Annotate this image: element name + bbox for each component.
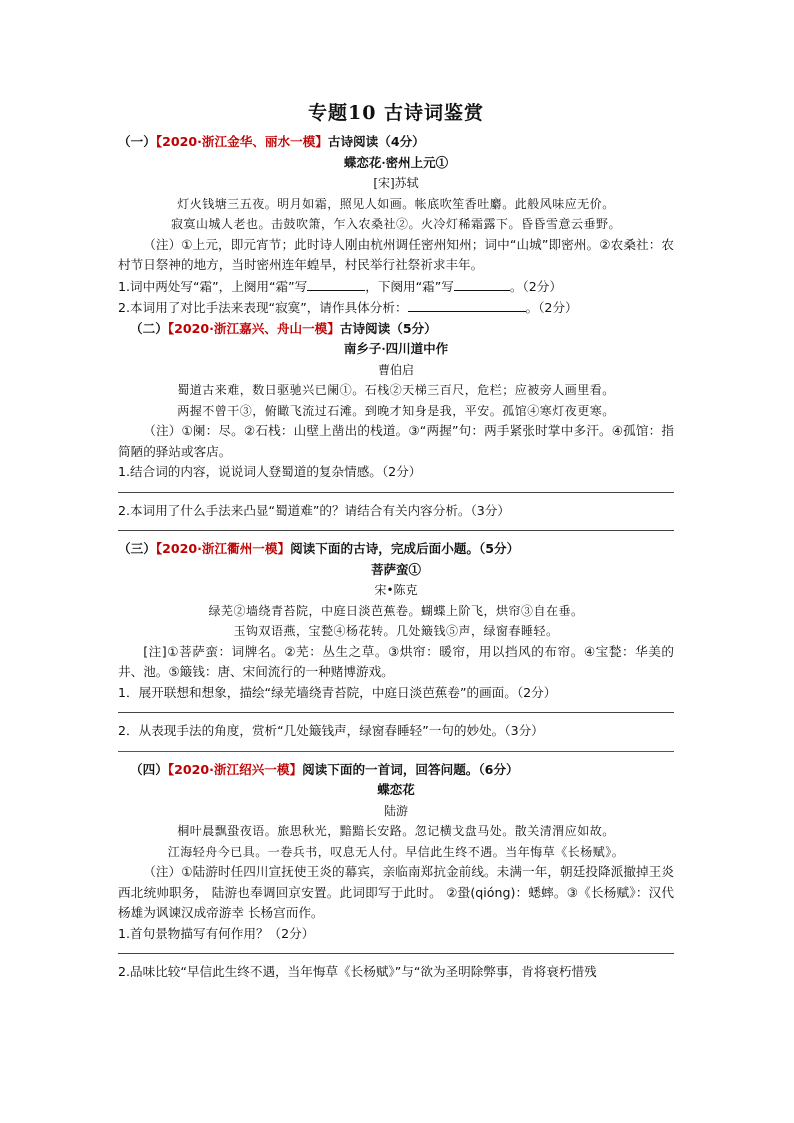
answer-blank[interactable]	[454, 276, 510, 291]
section-4-poem-line-1: 桐叶晨飘蛩夜语。旅思秋光，黯黯长安路。忽记横戈盘马处。散关清渭应如故。	[177, 824, 615, 838]
section-2-poem-line-1: 蜀道古来难，数日驱驰兴已阑①。石栈②天梯三百尺，危栏；应被旁人画里看。	[177, 383, 615, 397]
section-1-question-2	[118, 297, 674, 319]
section-1-heading	[118, 132, 674, 153]
section-1-question-1	[118, 276, 674, 298]
question-text: 2.本词用了对比手法来表现“寂寞”，请作具体分析：	[118, 300, 408, 315]
section-4-label: 阅读下面的一首词，回答问题。（6分）	[302, 761, 519, 777]
question-text: 。（2分）	[509, 278, 562, 294]
section-4-poem-title: 蝶恋花	[377, 782, 415, 797]
section-2-question-2: 2.本词用了什么手法来凸显“蜀道难”的？请结合有关内容分析。（3分）	[118, 502, 510, 518]
answer-blank[interactable]	[307, 276, 365, 291]
section-4-poem-author: 陆游	[383, 803, 408, 818]
section-2-number: （二）	[130, 320, 168, 336]
section-2-label: 古诗阅读（5分）	[339, 320, 437, 336]
answer-line[interactable]	[118, 751, 674, 752]
section-1-number: （一）	[118, 134, 156, 149]
section-3-number: （三）	[118, 541, 156, 556]
section-3-poem-author: 宋•陈克	[374, 583, 418, 597]
section-1-poem-title: 蝶恋花·密州上元①	[343, 154, 449, 170]
question-text: 。（2分）	[525, 300, 578, 315]
section-3-poem-title: 菩萨蛮①	[370, 561, 421, 577]
section-3-poem-line-1: 绿芜②墙绕青苔院，中庭日淡芭蕉卷。蝴蝶上阶飞，烘帘③自在垂。	[208, 603, 584, 618]
section-2-poem-line-2: 两握不曾干③，俯瞰飞流过石滩。到晚才知身是我，平安。孤馆④寒灯夜更寒。	[177, 403, 615, 418]
section-3-label: 阅读下面的古诗，完成后面小题。（5分）	[290, 541, 520, 556]
section-4-heading	[118, 760, 674, 781]
section-1-poem-line-2: 寂寞山城人老也。击鼓吹箫，乍入农桑社②。火冷灯稀霜露下。昏昏雪意云垂野。	[170, 217, 621, 231]
question-text: 1.词中两处写“霜”，上阕用“霜”写	[118, 278, 308, 294]
section-4-question-1: 1.首句景物描写有何作用？（2分）	[118, 925, 315, 941]
section-4-number: （四）	[130, 761, 168, 777]
section-2-question-1: 1.结合词的内容，说说词人登蜀道的复杂情感。（2分）	[118, 464, 422, 479]
document-page	[118, 100, 674, 983]
section-2-heading	[118, 319, 674, 340]
section-3-poem-line-2: 玉钩双语燕，宝甃④杨花转。几处簸钱⑤声，绿窗春睡轻。	[233, 624, 559, 638]
section-1-source: 【2020·浙江金华、丽水一模】	[155, 134, 328, 149]
question-text: ，下阕用“霜”写	[365, 278, 454, 294]
section-4-note: （注）①陆游时任四川宣抚使王炎的幕宾，亲临南郑抗金前线。未满一年，朝廷投降派撤掉王炎西北统帅职务， 陆游也奉调回京安置。此词即写于此时。 ②蛩(qióng)：蟋蟀。③《长杨赋》：汉代杨雄为讽谏汉成帝游幸 长杨宫而作。	[118, 864, 674, 920]
section-1-poem-line-1: 灯火钱塘三五夜。明月如霜，照见人如画。帐底吹笙香吐麝。此般风味应无价。	[177, 196, 615, 211]
section-4-source: 【2020·浙江绍兴一模】	[167, 761, 303, 777]
answer-line[interactable]	[118, 492, 674, 493]
section-4-question-2: 2.品味比较“早信此生终不遇，当年悔草《长杨赋》”与“欲为圣明除弊事，肯将衰朽惜残	[118, 964, 597, 979]
answer-line[interactable]	[118, 953, 674, 954]
section-3-source: 【2020·浙江衢州一模】	[155, 541, 291, 556]
section-2-source: 【2020·浙江嘉兴、舟山一模】	[167, 320, 340, 336]
section-2-poem-author: 曹伯启	[377, 362, 414, 377]
section-3-question-2: 2．从表现手法的角度，赏析“几处簸钱声，绿窗春睡轻”一句的妙处。（3分）	[118, 723, 544, 738]
section-1-label: 古诗阅读（4分）	[327, 134, 425, 149]
section-3-note: [注]①菩萨蛮：词牌名。②芜：丛生之草。③烘帘：暖帘，用以挡风的布帘。④宝甃：华美的井、池。⑤簸钱：唐、宋间流行的一种赌博游戏。	[118, 643, 674, 679]
section-4-poem-line-2: 江海轻舟今已具。一卷兵书，叹息无人付。早信此生终不遇。当年悔草《长杨赋》。	[167, 844, 625, 859]
answer-line[interactable]	[118, 712, 674, 713]
section-1-note: （注）①上元，即元宵节；此时诗人刚由杭州调任密州知州；词中“山城”即密州。②农桑社：农村节日祭神的地方，当时密州连年蝗旱，村民举行社祭祈求丰年。	[118, 236, 674, 272]
section-2-poem-title: 南乡子·四川道中作	[343, 341, 449, 356]
section-1-poem-author: [宋]苏轼	[373, 176, 419, 190]
section-3-heading	[118, 539, 674, 560]
answer-line[interactable]	[118, 530, 674, 531]
section-2-note: （注）①阑：尽。②石栈：山壁上凿出的栈道。③“两握”句：两手紧张时掌中多汗。④孤馆：指简陋的驿站或客店。	[118, 423, 674, 459]
section-3-question-1: 1．展开联想和想象，描绘“绿芜墙绕青苔院，中庭日淡芭蕉卷”的画面。（2分）	[118, 684, 557, 700]
page-title: 专题10 古诗词鉴赏	[307, 102, 485, 124]
answer-blank[interactable]	[408, 297, 526, 312]
